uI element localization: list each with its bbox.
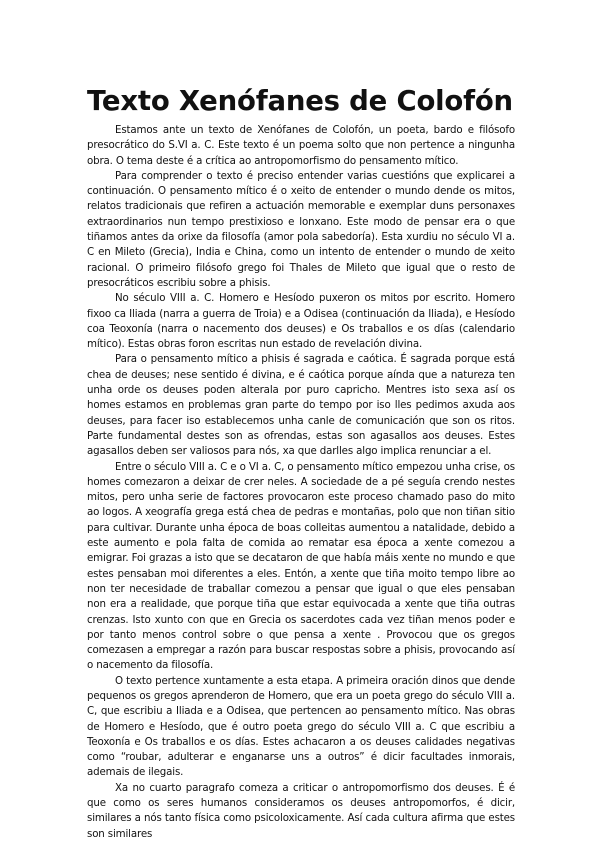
paragraph: O texto pertence xuntamente a esta etapa. A primeira oración dinos que dende pequenos os gregos aprenderon de Homero, que era un poeta grego do século VIII a. C, que escribiu a Iliada e a Odisea, que pertencen ao pensamento mítico. Nas obras de Homero e Hesíodo, que é outro poeta grego do século VIII a. C que escribiu a Teoxonía e Os traballos e os días. Estes achacaron a os deuses calidades negativas como “roubar, adulterar e enganarse uns a outros” é dicir facultades inmorais, ademais de ilegais. <box>87 674 515 779</box>
paragraph: No século VIII a. C. Homero e Hesíodo puxeron os mitos por escrito. Homero fixoo ca Iliada (narra a guerra de Troia) e a Odisea (continuación da Iliada), e Hesíodo coa Teoxonía (narra o nacemento dos deuses) e Os traballos e os días (calendario mítico). Estas obras foron escritas nun estado de revelación divina. <box>87 292 515 351</box>
paragraph: Para comprender o texto é preciso entender varias cuestións que explicarei a continuación. O pensamento mítico é o xeito de entender o mundo dende os mitos, relatos tradicionais que refiren a actuación memorable e exemplar duns personaxes extraordinarios nun tempo prestixioso e lonxano. Este modo de pensar era o que tiñamos antes da orixe da filosofía (amor pola sabedoría). Esta xurdiu no século VI a. C en Mileto (Grecia), India e China, como un intento de entender o mundo de xeito racional. O primeiro filósofo grego foi Thales de Mileto que igual que o resto de presocráticos escribiu sobre a phisis. <box>87 169 515 289</box>
paragraph: Para o pensamento mítico a phisis é sagrada e caótica. É sagrada porque está chea de deuses; nese sentido é divina, e é caótica porque aínda que a natureza ten unha orde os deuses poden alterala por puro capricho. Mentres isto sexa así os homes estamos en problemas gran parte do tempo por iso lles pedimos axuda aos deuses, para facer iso establecemos unha canle de comunicación que son os ritos. Parte fundamental destes son as ofrendas, estas son agasallos aos deuses. Estes agasallos deben ser valiosos para nós, xa que darlles algo implica renunciar a el. <box>87 353 515 458</box>
paragraph: Entre o século VIII a. C e o VI a. C, o pensamento mítico empezou unha crise, os homes comezaron a deixar de crer neles. A sociedade de a pé seguía crendo nestes mitos, pero unha serie de factores provocaron este proceso chamado paso do mito ao logos. A xeografía grega está chea de pedras e montañas, polo que non tiñan sitio para cultivar. Durante unha época de boas colleitas aumentou a natalidade, debido a este aumento e pola falta de comida ao rematar esa época a xente comezou a emigrar. Foi grazas a isto que se decataron de que había máis xente no mundo e que estes pensaban moi diferentes a eles. Entón, a xente que tiña moito tempo libre ao non ter necesidade de traballar comezou a pensar que igual o que eles pensaban non era a realidade, que porque tiña que estar equivocada a xente que tiña outras crenzas. Isto xunto con que en Grecia os sacerdotes cada vez tiñan menos poder e por tanto menos control sobre o que pensa a xente . Provocou que os gregos comezasen a empregar a razón para buscar respostas sobre a phisis, provocando así o nacemento da filosofía. <box>87 460 515 672</box>
paragraph: Xa no cuarto paragrafo comeza a criticar o antropomorfismo dos deuses. É é que como os seres humanos consideramos os deuses antropomorfos, é dicir, similares a nós tanto física como psicoloxicamente. Así cada cultura afirma que estes son similares <box>87 781 515 840</box>
document-body <box>87 123 515 842</box>
paragraph: Estamos ante un texto de Xenófanes de Colofón, un poeta, bardo e filósofo presocrático do S.VI a. C. Este texto é un poema solto que non pertence a ningunha obra. O tema deste é a crítica ao antropomorfismo do pensamento mítico. <box>87 124 515 167</box>
document-title: Texto Xenófanes de Colofón <box>87 85 513 117</box>
